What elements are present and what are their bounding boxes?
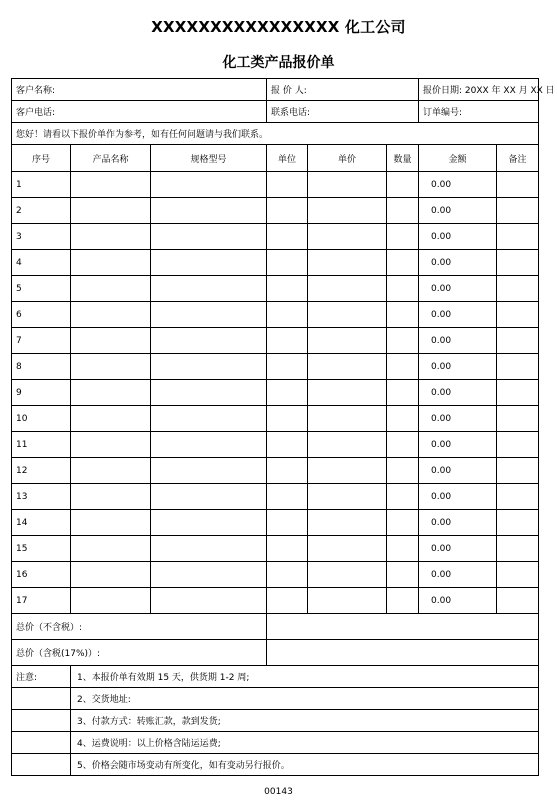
amount-cell: 0.00 xyxy=(419,198,497,224)
table-row xyxy=(12,224,539,250)
document-title: 化工类产品报价单 xyxy=(222,55,335,71)
greeting-row xyxy=(12,123,539,145)
table-cell[interactable] xyxy=(71,354,151,380)
table-cell[interactable] xyxy=(387,536,419,562)
table-cell[interactable] xyxy=(308,536,387,562)
row-number-cell: 15 xyxy=(12,536,71,562)
table-row xyxy=(12,328,539,354)
table-cell[interactable] xyxy=(151,458,267,484)
table-cell[interactable] xyxy=(387,458,419,484)
table-cell[interactable] xyxy=(267,562,308,588)
table-cell[interactable] xyxy=(497,198,539,224)
company-name: XXXXXXXXXXXXXXXX 化工公司 xyxy=(151,18,406,36)
table-cell[interactable] xyxy=(308,588,387,614)
notes-label-cell xyxy=(12,688,71,710)
table-row xyxy=(12,432,539,458)
table-cell[interactable] xyxy=(71,276,151,302)
notes-label-cell xyxy=(12,754,71,776)
total-row xyxy=(12,614,539,640)
quotation-table xyxy=(11,78,555,776)
table-cell[interactable] xyxy=(497,302,539,328)
total-label: 总价（含税(17%)）: xyxy=(12,640,267,666)
note-item: 1、本报价单有效期 15 天，供货期 1-2 周; xyxy=(71,666,539,688)
table-cell[interactable] xyxy=(151,432,267,458)
row-number-cell: 11 xyxy=(12,432,71,458)
amount-cell: 0.00 xyxy=(419,458,497,484)
table-cell[interactable] xyxy=(151,302,267,328)
table-cell[interactable] xyxy=(267,172,308,198)
amount-cell: 0.00 xyxy=(419,406,497,432)
column-header: 单位 xyxy=(267,145,308,172)
table-cell[interactable] xyxy=(151,250,267,276)
note-row xyxy=(12,754,539,776)
table-cell[interactable] xyxy=(308,276,387,302)
table-cell[interactable] xyxy=(308,224,387,250)
row-number-cell: 12 xyxy=(12,458,71,484)
table-cell[interactable] xyxy=(267,588,308,614)
table-cell[interactable] xyxy=(387,302,419,328)
table-cell[interactable] xyxy=(497,224,539,250)
amount-cell: 0.00 xyxy=(419,354,497,380)
table-cell[interactable] xyxy=(308,198,387,224)
table-row xyxy=(12,198,539,224)
row-number-cell: 10 xyxy=(12,406,71,432)
table-cell[interactable] xyxy=(387,172,419,198)
info-row-2 xyxy=(12,101,539,123)
table-row xyxy=(12,510,539,536)
note-item: 4、运费说明：以上价格含陆运运费; xyxy=(71,732,539,754)
table-row xyxy=(12,458,539,484)
note-row xyxy=(12,666,539,688)
table-cell[interactable] xyxy=(308,432,387,458)
table-cell[interactable] xyxy=(308,302,387,328)
table-row xyxy=(12,276,539,302)
table-cell[interactable] xyxy=(151,224,267,250)
table-cell[interactable] xyxy=(387,484,419,510)
table-cell[interactable] xyxy=(71,458,151,484)
greeting-text: 您好！请看以下报价单作为参考，如有任何问题请与我们联系。 xyxy=(12,123,539,145)
table-cell[interactable] xyxy=(151,380,267,406)
table-header xyxy=(12,145,539,172)
table-cell[interactable] xyxy=(497,276,539,302)
amount-cell: 0.00 xyxy=(419,588,497,614)
table-cell[interactable] xyxy=(151,172,267,198)
table-cell[interactable] xyxy=(267,536,308,562)
row-number-cell: 3 xyxy=(12,224,71,250)
table-row xyxy=(12,380,539,406)
table-cell[interactable] xyxy=(387,250,419,276)
table-cell[interactable] xyxy=(71,380,151,406)
notes-label: 注意: xyxy=(12,666,71,688)
note-item: 5、价格会随市场变动有所变化，如有变动另行报价。 xyxy=(71,754,539,776)
table-cell[interactable] xyxy=(151,510,267,536)
amount-cell: 0.00 xyxy=(419,302,497,328)
table-cell[interactable] xyxy=(497,562,539,588)
table-cell[interactable] xyxy=(308,510,387,536)
table-cell[interactable] xyxy=(497,380,539,406)
table-cell[interactable] xyxy=(151,484,267,510)
table-cell[interactable] xyxy=(308,354,387,380)
table-cell[interactable] xyxy=(267,380,308,406)
amount-cell: 0.00 xyxy=(419,276,497,302)
table-cell[interactable] xyxy=(497,250,539,276)
row-number-cell: 6 xyxy=(12,302,71,328)
table-cell[interactable] xyxy=(308,250,387,276)
amount-cell: 0.00 xyxy=(419,510,497,536)
row-number-cell: 4 xyxy=(12,250,71,276)
table-cell[interactable] xyxy=(387,562,419,588)
table-cell[interactable] xyxy=(71,484,151,510)
row-number-cell: 2 xyxy=(12,198,71,224)
table-cell[interactable] xyxy=(267,406,308,432)
table-cell[interactable] xyxy=(267,198,308,224)
amount-cell: 0.00 xyxy=(419,250,497,276)
table-cell[interactable] xyxy=(71,562,151,588)
table-cell[interactable] xyxy=(267,328,308,354)
row-number-cell: 8 xyxy=(12,354,71,380)
table-cell[interactable] xyxy=(387,588,419,614)
table-cell[interactable] xyxy=(151,536,267,562)
total-value-cell[interactable] xyxy=(267,614,539,640)
table-cell[interactable] xyxy=(497,510,539,536)
note-item: 2、交货地址: xyxy=(71,688,539,710)
notes-label-cell xyxy=(12,710,71,732)
table-row xyxy=(12,562,539,588)
table-cell[interactable] xyxy=(71,328,151,354)
table-cell[interactable] xyxy=(71,172,151,198)
column-header: 序号 xyxy=(12,145,71,172)
column-header: 备注 xyxy=(497,145,539,172)
table-cell[interactable] xyxy=(267,224,308,250)
table-cell[interactable] xyxy=(497,172,539,198)
table-cell[interactable] xyxy=(497,484,539,510)
table-row xyxy=(12,484,539,510)
table-row xyxy=(12,406,539,432)
row-number-cell: 7 xyxy=(12,328,71,354)
quote-date-field[interactable]: 报价日期: 20XX 年 XX 月 XX 日 xyxy=(419,79,539,101)
table-cell[interactable] xyxy=(71,432,151,458)
table-cell[interactable] xyxy=(497,536,539,562)
table-row xyxy=(12,354,539,380)
page-number: 00143 xyxy=(264,787,293,797)
table-cell[interactable] xyxy=(267,432,308,458)
amount-cell: 0.00 xyxy=(419,432,497,458)
column-header: 金额 xyxy=(419,145,497,172)
amount-cell: 0.00 xyxy=(419,484,497,510)
table-cell[interactable] xyxy=(267,458,308,484)
row-number-cell: 13 xyxy=(12,484,71,510)
table-cell[interactable] xyxy=(267,484,308,510)
table-cell[interactable] xyxy=(71,510,151,536)
table-row xyxy=(12,302,539,328)
notes-label-cell xyxy=(12,732,71,754)
table-cell[interactable] xyxy=(71,536,151,562)
table-cell[interactable] xyxy=(71,302,151,328)
table-cell[interactable] xyxy=(308,380,387,406)
table-cell[interactable] xyxy=(497,432,539,458)
table-cell[interactable] xyxy=(308,406,387,432)
amount-cell: 0.00 xyxy=(419,562,497,588)
table-cell[interactable] xyxy=(71,198,151,224)
column-header: 产品名称 xyxy=(71,145,151,172)
table-cell[interactable] xyxy=(387,328,419,354)
table-cell[interactable] xyxy=(267,510,308,536)
table-cell[interactable] xyxy=(267,276,308,302)
table-cell[interactable] xyxy=(387,224,419,250)
customer-name-field[interactable]: 客户名称: xyxy=(12,79,267,101)
note-row xyxy=(12,732,539,754)
total-row xyxy=(12,640,539,666)
table-cell[interactable] xyxy=(387,380,419,406)
table-cell[interactable] xyxy=(151,198,267,224)
table-cell[interactable] xyxy=(308,458,387,484)
table-cell[interactable] xyxy=(387,510,419,536)
amount-cell: 0.00 xyxy=(419,172,497,198)
table-cell[interactable] xyxy=(387,432,419,458)
table-cell[interactable] xyxy=(71,588,151,614)
customer-phone-field[interactable]: 客户电话: xyxy=(12,101,267,123)
column-header: 规格型号 xyxy=(151,145,267,172)
table-cell[interactable] xyxy=(308,172,387,198)
table-cell[interactable] xyxy=(151,328,267,354)
table-row xyxy=(12,250,539,276)
table-cell[interactable] xyxy=(387,406,419,432)
row-number-cell: 16 xyxy=(12,562,71,588)
table-cell[interactable] xyxy=(267,250,308,276)
table-cell[interactable] xyxy=(267,302,308,328)
contact-phone-field[interactable]: 联系电话: xyxy=(267,101,419,123)
table-cell[interactable] xyxy=(387,198,419,224)
column-header: 单价 xyxy=(308,145,387,172)
table-cell[interactable] xyxy=(308,484,387,510)
column-header: 数量 xyxy=(387,145,419,172)
table-cell[interactable] xyxy=(497,406,539,432)
table-cell[interactable] xyxy=(387,354,419,380)
table-cell[interactable] xyxy=(71,250,151,276)
row-number-cell: 5 xyxy=(12,276,71,302)
quoter-field[interactable]: 报 价 人: xyxy=(267,79,419,101)
note-row xyxy=(12,710,539,732)
table-cell[interactable] xyxy=(497,354,539,380)
table-cell[interactable] xyxy=(387,276,419,302)
amount-cell: 0.00 xyxy=(419,328,497,354)
table-cell[interactable] xyxy=(308,562,387,588)
total-label: 总价（不含税）: xyxy=(12,614,267,640)
table-cell[interactable] xyxy=(151,562,267,588)
table-row xyxy=(12,536,539,562)
amount-cell: 0.00 xyxy=(419,536,497,562)
table-cell[interactable] xyxy=(151,276,267,302)
table-cell[interactable] xyxy=(497,328,539,354)
row-number-cell: 9 xyxy=(12,380,71,406)
note-row xyxy=(12,688,539,710)
table-cell[interactable] xyxy=(151,354,267,380)
table-cell[interactable] xyxy=(497,458,539,484)
table-cell[interactable] xyxy=(497,588,539,614)
note-item: 3、付款方式：转账汇款，款到发货; xyxy=(71,710,539,732)
amount-cell: 0.00 xyxy=(419,224,497,250)
info-row-1 xyxy=(12,79,539,101)
amount-cell: 0.00 xyxy=(419,380,497,406)
table-cell[interactable] xyxy=(151,588,267,614)
table-cell[interactable] xyxy=(71,406,151,432)
table-cell[interactable] xyxy=(71,224,151,250)
table-cell[interactable] xyxy=(308,328,387,354)
table-cell[interactable] xyxy=(267,354,308,380)
table-row xyxy=(12,172,539,198)
total-value-cell[interactable] xyxy=(267,640,539,666)
order-number-field[interactable]: 订单编号: xyxy=(419,101,539,123)
table-cell[interactable] xyxy=(151,406,267,432)
row-number-cell: 17 xyxy=(12,588,71,614)
row-number-cell: 1 xyxy=(12,172,71,198)
table-row xyxy=(12,588,539,614)
row-number-cell: 14 xyxy=(12,510,71,536)
